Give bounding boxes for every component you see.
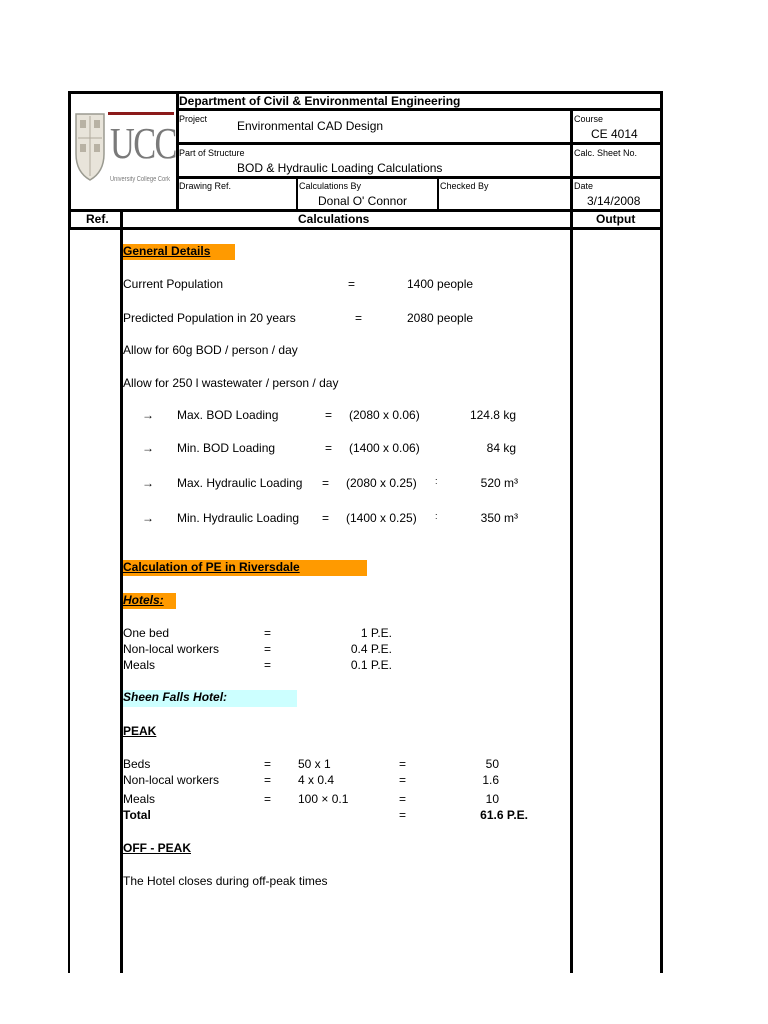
logo-subtext: University College Cork [110, 176, 170, 183]
calculations-by-value: Donal O' Connor [318, 194, 408, 208]
project-value: Environmental CAD Design [237, 119, 384, 133]
predicted-population-value: 2080 people [407, 311, 474, 325]
loading-sep: : [435, 511, 438, 521]
loading-sep: : [435, 476, 438, 486]
rate-value: 0.4 P.E. [350, 642, 392, 656]
peak-row-expr: 4 x 0.4 [298, 773, 335, 787]
project-label: Project [179, 114, 208, 124]
arrow-icon: → [142, 476, 154, 490]
rate-label: Non-local workers [123, 642, 220, 656]
loading-eq: = [322, 511, 330, 525]
predicted-population-label: Predicted Population in 20 years [123, 311, 296, 325]
date-label: Date [574, 181, 594, 191]
calculations-by-label: Calculations By [299, 181, 362, 191]
allow-wastewater-text: Allow for 250 l wastewater / person / day [123, 376, 339, 390]
peak-row-label: Meals [123, 792, 156, 806]
hotel-name-heading: Sheen Falls Hotel: [123, 690, 297, 707]
drawing-ref-label: Drawing Ref. [179, 181, 232, 191]
column-ref: Ref. [86, 212, 109, 226]
peak-heading: PEAK [123, 724, 157, 738]
column-calculations: Calculations [298, 212, 370, 226]
predicted-population-eq: = [355, 311, 363, 325]
allow-bod-text: Allow for 60g BOD / person / day [123, 343, 298, 357]
rate-value: 0.1 P.E. [350, 658, 392, 672]
peak-row-value: 10 [485, 792, 499, 806]
loading-label: Min. BOD Loading [177, 441, 276, 455]
loading-expr: (1400 x 0.06) [349, 441, 420, 455]
loading-eq: = [325, 441, 333, 455]
loading-result: 350 m³ [480, 511, 518, 525]
current-population-eq: = [348, 277, 356, 291]
peak-row-eq2: = [399, 757, 407, 771]
body-left-edge [68, 227, 70, 973]
department-title: Department of Civil & Environmental Engineering [179, 94, 461, 108]
loading-expr: (2080 x 0.25) [346, 476, 417, 490]
rate-label: Meals [123, 658, 156, 672]
logo-text: UCC [110, 119, 176, 168]
rate-value: 1 P.E. [360, 626, 392, 640]
ucc-logo [72, 108, 175, 204]
course-value: CE 4014 [591, 127, 638, 141]
peak-row-value: 50 [485, 757, 499, 771]
peak-row-eq: = [264, 792, 272, 806]
part-of-structure-label: Part of Structure [179, 148, 245, 158]
peak-row-label: Beds [123, 757, 151, 771]
loading-label: Max. BOD Loading [177, 408, 279, 422]
peak-row-value: 1.6 [482, 773, 499, 787]
total-eq: = [399, 808, 407, 822]
course-label: Course [574, 114, 604, 124]
arrow-icon: → [142, 511, 154, 525]
arrow-icon: → [142, 408, 154, 422]
current-population-label: Current Population [123, 277, 224, 291]
total-label: Total [123, 808, 151, 822]
rate-eq: = [264, 626, 272, 640]
loading-label: Min. Hydraulic Loading [177, 511, 300, 525]
loading-eq: = [322, 476, 330, 490]
rate-label: One bed [123, 626, 170, 640]
loading-result: 124.8 kg [469, 408, 516, 422]
column-output: Output [596, 212, 636, 226]
current-population-value: 1400 people [407, 277, 474, 291]
peak-row-eq: = [264, 757, 272, 771]
loading-eq: = [325, 408, 333, 422]
peak-row-label: Non-local workers [123, 773, 220, 787]
part-of-structure-value: BOD & Hydraulic Loading Calculations [237, 161, 443, 175]
calc-sheet-label: Calc. Sheet No. [574, 148, 638, 158]
peak-row-eq: = [264, 773, 272, 787]
off-peak-note: The Hotel closes during off-peak times [123, 874, 328, 888]
loading-expr: (2080 x 0.06) [349, 408, 420, 422]
total-value: 61.6 P.E. [480, 808, 528, 822]
peak-row-eq2: = [399, 792, 407, 806]
pe-calculation-heading: Calculation of PE in Riversdale [123, 560, 367, 576]
rate-eq: = [264, 642, 272, 656]
peak-row-eq2: = [399, 773, 407, 787]
loading-expr: (1400 x 0.25) [346, 511, 417, 525]
loading-result: 520 m³ [480, 476, 518, 490]
loading-label: Max. Hydraulic Loading [177, 476, 303, 490]
date-value: 3/14/2008 [587, 194, 641, 208]
hotels-heading: Hotels: [123, 593, 176, 609]
loading-result: 84 kg [486, 441, 516, 455]
body-right-edge [660, 227, 663, 973]
output-column-divider [570, 227, 573, 973]
peak-row-expr: 50 x 1 [298, 757, 331, 771]
rate-eq: = [264, 658, 272, 672]
off-peak-heading: OFF - PEAK [123, 841, 191, 855]
general-details-heading: General Details [123, 244, 235, 260]
peak-row-expr: 100 × 0.1 [298, 792, 349, 806]
checked-by-label: Checked By [440, 181, 489, 191]
arrow-icon: → [142, 441, 154, 455]
